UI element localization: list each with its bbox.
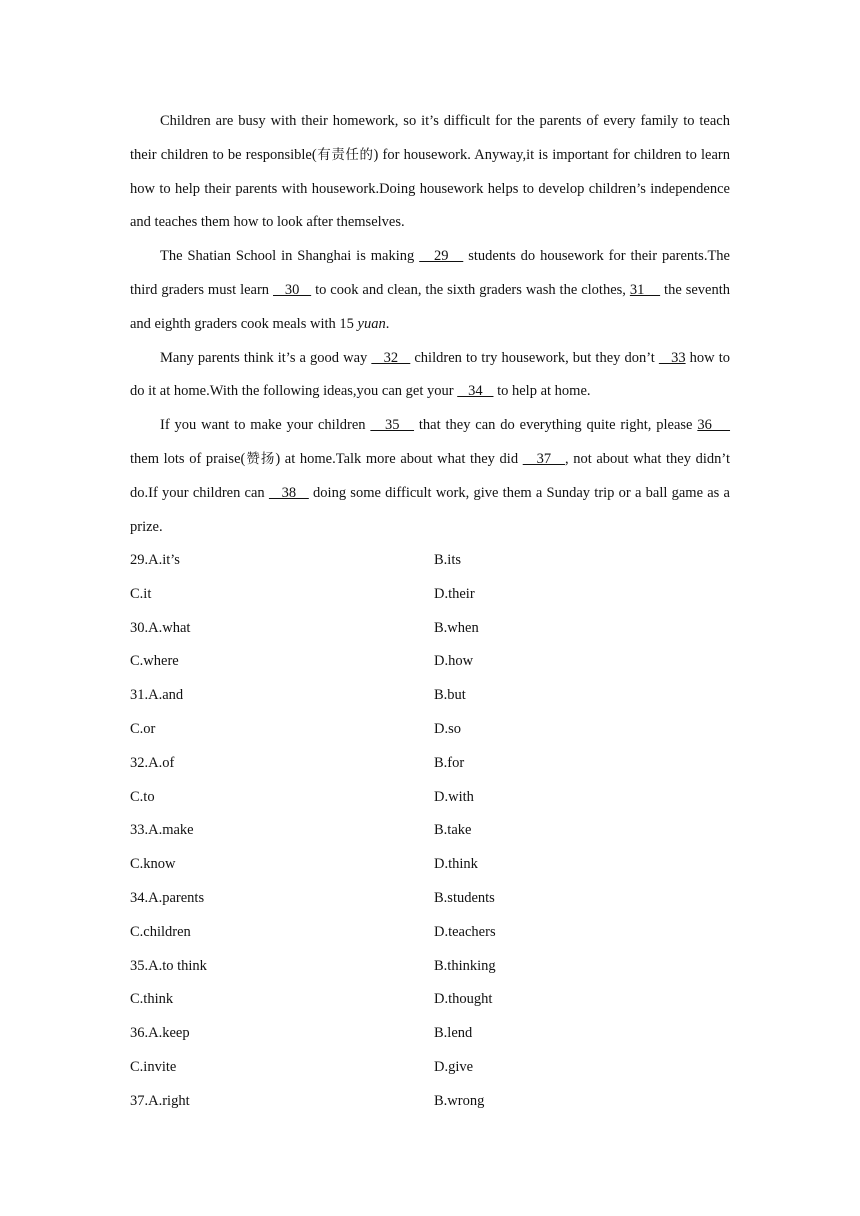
- blank-34: 34: [457, 383, 494, 400]
- paragraph-3: [130, 342, 730, 410]
- cloze-passage: [130, 105, 730, 544]
- text: .: [385, 315, 390, 332]
- option-left: 37.A.right: [130, 1092, 190, 1109]
- option-row: [130, 747, 730, 781]
- option-left: C.where: [130, 653, 179, 670]
- text: If you want to make your children: [160, 417, 371, 434]
- text: Children are busy with their homework, so it’s difficult for the parents of every family to teach their children to be responsible(: [130, 113, 730, 163]
- option-left: C.invite: [130, 1058, 177, 1075]
- text: the seventh and eighth graders cook meals with 15: [130, 281, 730, 332]
- option-right: B.take: [434, 822, 472, 839]
- option-right: D.with: [434, 788, 474, 805]
- option-left: C.or: [130, 720, 156, 737]
- answer-options: [130, 544, 730, 1119]
- text: ) for housework. Anyway,it is important for children to learn how to help their parents with housework.Doing housework helps to develop children’s independence and teaches them how to look after themselves.: [130, 146, 731, 231]
- option-right: D.think: [434, 856, 478, 873]
- option-left: C.think: [130, 991, 174, 1008]
- option-left: C.it: [130, 585, 152, 602]
- option-right: D.thought: [434, 991, 493, 1008]
- blank-29: 29: [419, 248, 464, 265]
- text: children to try housework, but they don’t: [410, 349, 659, 366]
- option-row: [130, 916, 730, 950]
- option-row: [130, 544, 730, 578]
- text: The Shatian School in Shanghai is making: [160, 248, 420, 265]
- option-right: B.its: [434, 552, 461, 568]
- option-right: B.when: [434, 619, 479, 636]
- paragraph-1: [130, 105, 730, 240]
- blank-35: 35: [370, 417, 415, 434]
- option-right: D.how: [434, 653, 474, 670]
- option-right: B.but: [434, 687, 466, 704]
- blank-38: 38: [268, 484, 309, 501]
- option-row: [130, 950, 730, 984]
- option-left: 35.A.to think: [130, 957, 207, 974]
- option-left: 33.A.make: [130, 822, 194, 839]
- option-right: D.give: [434, 1058, 474, 1075]
- text: doing some difficult work, give them a Sunday trip or a ball game as a prize.: [130, 484, 730, 535]
- option-row: [130, 1085, 730, 1119]
- text: Many parents think it’s a good way: [160, 349, 372, 366]
- option-left: 32.A.of: [130, 754, 175, 771]
- option-right: B.lend: [434, 1025, 473, 1042]
- option-row: [130, 713, 730, 747]
- option-left: 34.A.parents: [130, 889, 205, 906]
- blank-31: 31: [629, 281, 661, 298]
- option-left: C.know: [130, 856, 176, 873]
- option-left: 30.A.what: [130, 619, 191, 636]
- blank-36: 36: [697, 417, 731, 434]
- option-row: [130, 983, 730, 1017]
- chinese-gloss: 有责任的: [316, 146, 374, 163]
- option-right: B.wrong: [434, 1092, 485, 1109]
- blank-32: 32: [371, 349, 411, 366]
- option-left: C.children: [130, 923, 191, 940]
- option-right: B.for: [434, 754, 465, 771]
- option-left: C.to: [130, 788, 155, 805]
- text: ) at home.Talk more about what they did: [275, 450, 523, 467]
- option-row: [130, 1051, 730, 1085]
- option-left: 31.A.and: [130, 687, 184, 704]
- option-row: [130, 1017, 730, 1051]
- option-left: 36.A.keep: [130, 1025, 190, 1042]
- paragraph-2: [130, 240, 730, 341]
- option-right: B.thinking: [434, 957, 496, 974]
- option-row: [130, 848, 730, 882]
- paragraph-4: [130, 409, 730, 544]
- option-row: [130, 612, 730, 646]
- chinese-gloss: 赞扬: [245, 450, 276, 467]
- option-right: B.students: [434, 889, 495, 906]
- option-right: D.so: [434, 720, 461, 737]
- text: how to do it at home.With the following ideas,you can get your: [130, 349, 731, 400]
- blank-33: 33: [658, 349, 686, 366]
- blank-37: 37: [522, 450, 565, 467]
- option-row: [130, 679, 730, 713]
- text: students do housework for their parents.The third graders must learn: [130, 248, 730, 298]
- option-left: 29.A.it’s: [130, 552, 180, 568]
- option-right: D.teachers: [434, 923, 496, 940]
- option-row: [130, 578, 730, 612]
- option-right: D.their: [434, 585, 475, 602]
- option-row: [130, 645, 730, 679]
- option-row: [130, 814, 730, 848]
- text: them lots of praise(: [130, 450, 246, 467]
- text: that they can do everything quite right, please: [414, 417, 698, 434]
- option-row: [130, 781, 730, 815]
- italic-yuan: yuan: [357, 315, 386, 332]
- text: , not about what they didn’t do.If your children can: [130, 450, 730, 501]
- text: to help at home.: [493, 383, 591, 400]
- text: to cook and clean, the sixth graders wash the clothes,: [311, 281, 630, 298]
- blank-30: 30: [273, 281, 312, 298]
- option-row: [130, 882, 730, 916]
